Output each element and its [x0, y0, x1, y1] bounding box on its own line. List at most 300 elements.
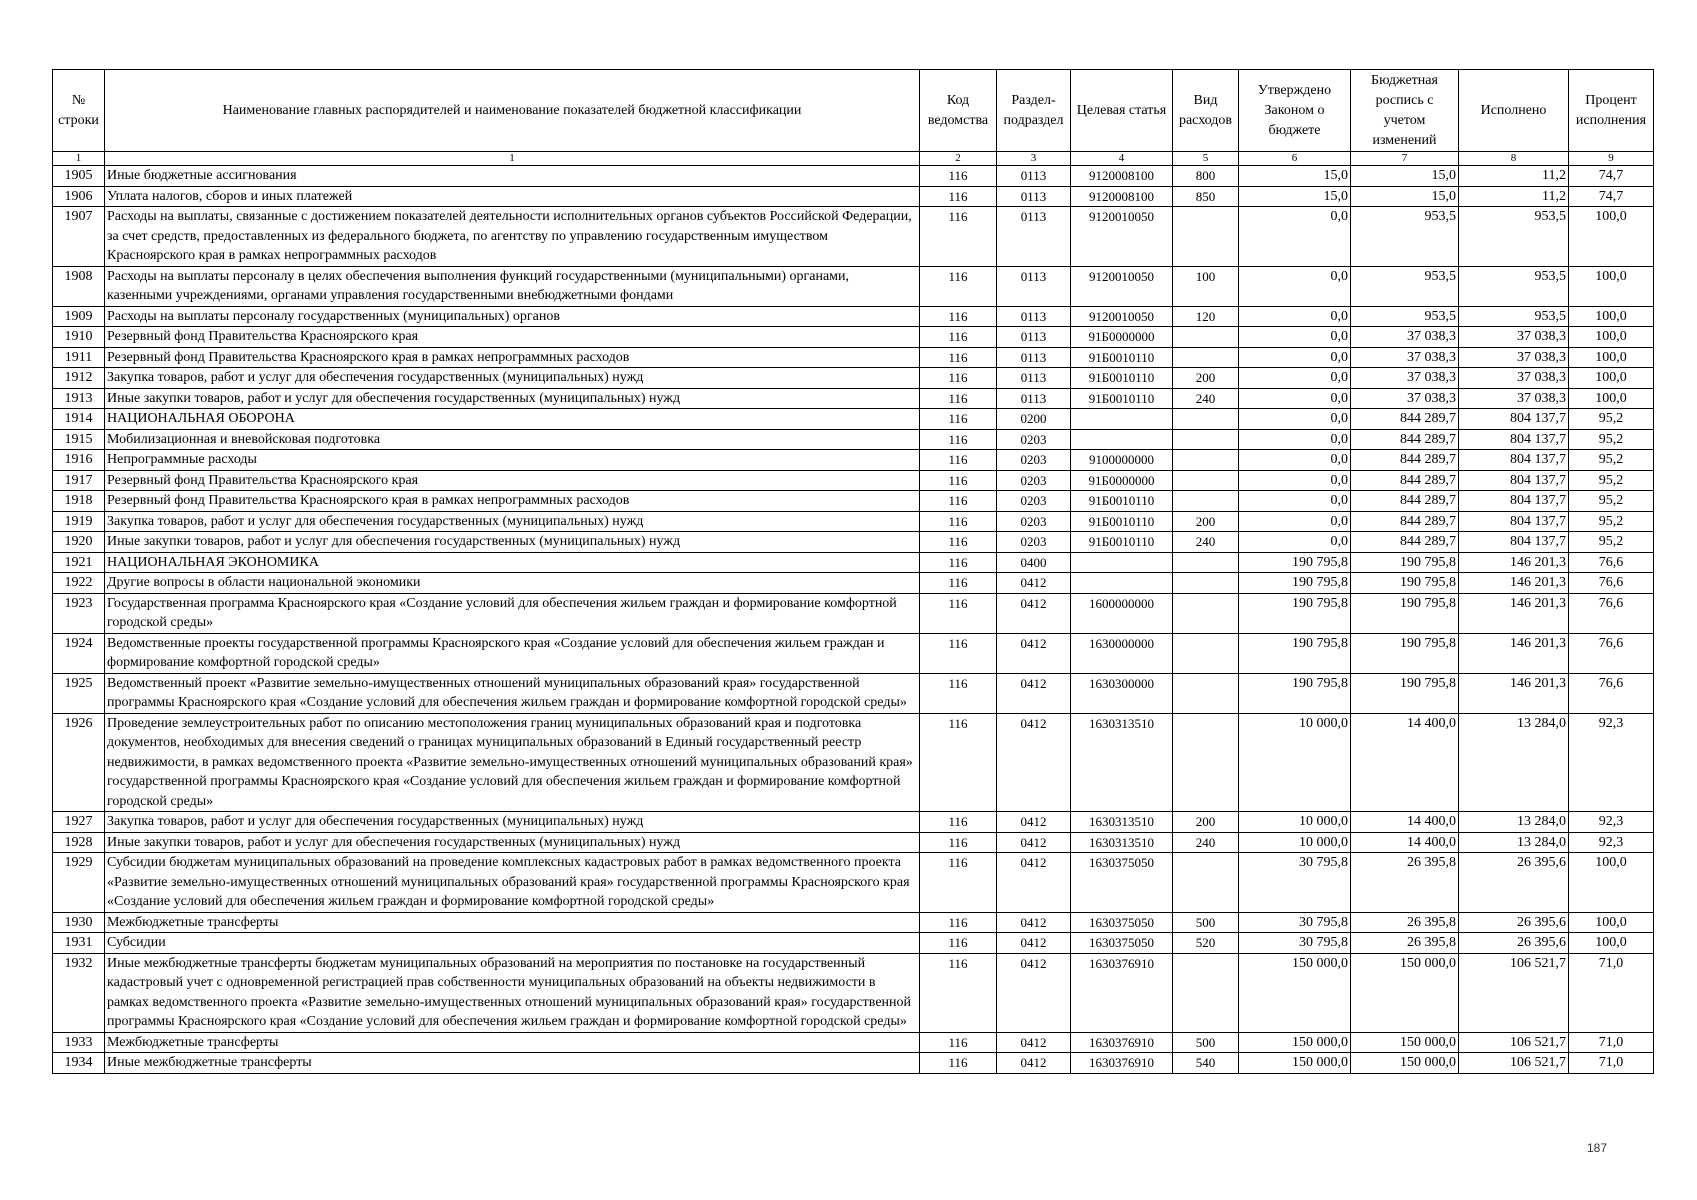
- row-name: Резервный фонд Правительства Красноярского края в рамках непрограммных расходов: [105, 347, 920, 368]
- execution-percent: 95,2: [1569, 450, 1654, 471]
- execution-percent: 71,0: [1569, 1053, 1654, 1074]
- executed-amount: 11,2: [1459, 166, 1569, 187]
- table-row: [53, 347, 1654, 368]
- department-code: 116: [920, 633, 997, 673]
- executed-amount: 13 284,0: [1459, 812, 1569, 833]
- table-row: [53, 853, 1654, 913]
- column-number: 2: [920, 152, 997, 166]
- section-subsection: 0412: [997, 1032, 1071, 1053]
- department-code: 116: [920, 532, 997, 553]
- row-number: 1905: [53, 166, 105, 187]
- schedule-amount: 953,5: [1351, 306, 1459, 327]
- expense-type: [1173, 491, 1239, 512]
- column-number: 7: [1351, 152, 1459, 166]
- header-execution-percent: Процент исполнения: [1569, 70, 1654, 152]
- section-subsection: 0113: [997, 207, 1071, 267]
- target-article: 91Б0010110: [1071, 368, 1173, 389]
- executed-amount: 953,5: [1459, 266, 1569, 306]
- execution-percent: 95,2: [1569, 532, 1654, 553]
- department-code: 116: [920, 912, 997, 933]
- department-code: 116: [920, 186, 997, 207]
- table-row: [53, 633, 1654, 673]
- executed-amount: 804 137,7: [1459, 429, 1569, 450]
- table-row: [53, 593, 1654, 633]
- row-name: Расходы на выплаты персоналу в целях обеспечения выполнения функций государственными (муниципальными) органами, казенными учреждениями, органами управления государственными внебюджетными фондами: [105, 266, 920, 306]
- approved-amount: 10 000,0: [1239, 713, 1351, 812]
- schedule-amount: 844 289,7: [1351, 429, 1459, 450]
- expense-type: [1173, 953, 1239, 1032]
- row-name: Закупка товаров, работ и услуг для обеспечения государственных (муниципальных) нужд: [105, 812, 920, 833]
- row-name: Закупка товаров, работ и услуг для обеспечения государственных (муниципальных) нужд: [105, 368, 920, 389]
- execution-percent: 100,0: [1569, 368, 1654, 389]
- section-subsection: 0412: [997, 953, 1071, 1032]
- section-subsection: 0203: [997, 532, 1071, 553]
- schedule-amount: 37 038,3: [1351, 388, 1459, 409]
- row-number: 1912: [53, 368, 105, 389]
- row-number: 1932: [53, 953, 105, 1032]
- row-number: 1928: [53, 832, 105, 853]
- executed-amount: 804 137,7: [1459, 470, 1569, 491]
- table-row: [53, 368, 1654, 389]
- table-row: [53, 713, 1654, 812]
- row-name: Мобилизационная и вневойсковая подготовка: [105, 429, 920, 450]
- row-number: 1926: [53, 713, 105, 812]
- schedule-amount: 953,5: [1351, 266, 1459, 306]
- executed-amount: 106 521,7: [1459, 953, 1569, 1032]
- expense-type: 240: [1173, 388, 1239, 409]
- execution-percent: 100,0: [1569, 933, 1654, 954]
- row-name: НАЦИОНАЛЬНАЯ ЭКОНОМИКА: [105, 552, 920, 573]
- department-code: 116: [920, 388, 997, 409]
- section-subsection: 0113: [997, 186, 1071, 207]
- row-number: 1911: [53, 347, 105, 368]
- executed-amount: 26 395,6: [1459, 933, 1569, 954]
- execution-percent: 100,0: [1569, 207, 1654, 267]
- department-code: 116: [920, 552, 997, 573]
- department-code: 116: [920, 368, 997, 389]
- target-article: 1630300000: [1071, 673, 1173, 713]
- expense-type: [1173, 633, 1239, 673]
- schedule-amount: 150 000,0: [1351, 953, 1459, 1032]
- department-code: 116: [920, 306, 997, 327]
- row-number: 1921: [53, 552, 105, 573]
- executed-amount: 146 201,3: [1459, 573, 1569, 594]
- section-subsection: 0113: [997, 388, 1071, 409]
- expense-type: 120: [1173, 306, 1239, 327]
- department-code: 116: [920, 166, 997, 187]
- target-article: 9100000000: [1071, 450, 1173, 471]
- schedule-amount: 190 795,8: [1351, 552, 1459, 573]
- execution-percent: 95,2: [1569, 429, 1654, 450]
- expense-type: 200: [1173, 511, 1239, 532]
- header-section-subsection: Раздел-подраздел: [997, 70, 1071, 152]
- expense-type: 100: [1173, 266, 1239, 306]
- column-number: 6: [1239, 152, 1351, 166]
- row-number: 1931: [53, 933, 105, 954]
- row-number: 1929: [53, 853, 105, 913]
- row-number: 1914: [53, 409, 105, 430]
- expense-type: 240: [1173, 832, 1239, 853]
- header-approved-by-law: Утверждено Законом о бюджете: [1239, 70, 1351, 152]
- row-number: 1925: [53, 673, 105, 713]
- row-name: Расходы на выплаты, связанные с достижением показателей деятельности исполнительных органов субъектов Российской Федерации, за счет средств, предоставленных из федерального бюджета, по агентству по управлению государственным имуществом Красноярского края в рамках непрограммных расходов: [105, 207, 920, 267]
- row-name: Иные межбюджетные трансферты: [105, 1053, 920, 1074]
- section-subsection: 0412: [997, 853, 1071, 913]
- executed-amount: 804 137,7: [1459, 491, 1569, 512]
- department-code: 116: [920, 207, 997, 267]
- expense-type: 540: [1173, 1053, 1239, 1074]
- executed-amount: 804 137,7: [1459, 511, 1569, 532]
- table-row: [53, 573, 1654, 594]
- approved-amount: 0,0: [1239, 388, 1351, 409]
- executed-amount: 804 137,7: [1459, 409, 1569, 430]
- approved-amount: 190 795,8: [1239, 633, 1351, 673]
- section-subsection: 0113: [997, 166, 1071, 187]
- expense-type: [1173, 853, 1239, 913]
- approved-amount: 190 795,8: [1239, 673, 1351, 713]
- row-name: Субсидии бюджетам муниципальных образований на проведение комплексных кадастровых работ в рамках ведомственного проекта «Развитие земельно-имущественных отношений муниципальных образований края» государственной программы Красноярского края «Создание условий для обеспечения жильем граждан и формирование комфортной городской среды»: [105, 853, 920, 913]
- schedule-amount: 14 400,0: [1351, 713, 1459, 812]
- section-subsection: 0113: [997, 347, 1071, 368]
- execution-percent: 100,0: [1569, 853, 1654, 913]
- executed-amount: 37 038,3: [1459, 347, 1569, 368]
- table-row: [53, 409, 1654, 430]
- approved-amount: 10 000,0: [1239, 832, 1351, 853]
- schedule-amount: 844 289,7: [1351, 470, 1459, 491]
- table-row: [53, 207, 1654, 267]
- header-row-number: № строки: [53, 70, 105, 152]
- table-row: [53, 1032, 1654, 1053]
- execution-percent: 100,0: [1569, 347, 1654, 368]
- executed-amount: 953,5: [1459, 306, 1569, 327]
- row-name: Иные закупки товаров, работ и услуг для обеспечения государственных (муниципальных) нужд: [105, 532, 920, 553]
- approved-amount: 150 000,0: [1239, 1053, 1351, 1074]
- department-code: 116: [920, 953, 997, 1032]
- row-number: 1913: [53, 388, 105, 409]
- execution-percent: 100,0: [1569, 266, 1654, 306]
- expense-type: [1173, 207, 1239, 267]
- execution-percent: 100,0: [1569, 327, 1654, 348]
- row-name: Ведомственный проект «Развитие земельно-имущественных отношений муниципальных образований края» государственной программы Красноярского края «Создание условий для обеспечения жильем граждан и формирование комфортной городской среды»: [105, 673, 920, 713]
- row-number: 1934: [53, 1053, 105, 1074]
- row-number: 1930: [53, 912, 105, 933]
- expense-type: 520: [1173, 933, 1239, 954]
- execution-percent: 95,2: [1569, 470, 1654, 491]
- department-code: 116: [920, 573, 997, 594]
- schedule-amount: 15,0: [1351, 166, 1459, 187]
- expense-type: [1173, 409, 1239, 430]
- table-row: [53, 306, 1654, 327]
- expense-type: 200: [1173, 368, 1239, 389]
- expense-type: 850: [1173, 186, 1239, 207]
- section-subsection: 0412: [997, 912, 1071, 933]
- expense-type: [1173, 573, 1239, 594]
- section-subsection: 0203: [997, 429, 1071, 450]
- department-code: 116: [920, 1053, 997, 1074]
- target-article: 1630376910: [1071, 953, 1173, 1032]
- row-name: Резервный фонд Правительства Красноярского края: [105, 327, 920, 348]
- section-subsection: 0113: [997, 368, 1071, 389]
- table-row: [53, 166, 1654, 187]
- department-code: 116: [920, 673, 997, 713]
- schedule-amount: 844 289,7: [1351, 409, 1459, 430]
- schedule-amount: 37 038,3: [1351, 327, 1459, 348]
- approved-amount: 0,0: [1239, 429, 1351, 450]
- schedule-amount: 14 400,0: [1351, 832, 1459, 853]
- row-name: Уплата налогов, сборов и иных платежей: [105, 186, 920, 207]
- section-subsection: 0412: [997, 812, 1071, 833]
- row-number: 1917: [53, 470, 105, 491]
- section-subsection: 0203: [997, 511, 1071, 532]
- target-article: 91Б0000000: [1071, 470, 1173, 491]
- column-number: 5: [1173, 152, 1239, 166]
- column-number: 4: [1071, 152, 1173, 166]
- schedule-amount: 26 395,8: [1351, 933, 1459, 954]
- expense-type: 240: [1173, 532, 1239, 553]
- table-row: [53, 912, 1654, 933]
- section-subsection: 0412: [997, 1053, 1071, 1074]
- target-article: 1600000000: [1071, 593, 1173, 633]
- execution-percent: 76,6: [1569, 573, 1654, 594]
- header-executed: Исполнено: [1459, 70, 1569, 152]
- execution-percent: 76,6: [1569, 593, 1654, 633]
- approved-amount: 190 795,8: [1239, 552, 1351, 573]
- approved-amount: 0,0: [1239, 306, 1351, 327]
- row-number: 1916: [53, 450, 105, 471]
- execution-percent: 76,6: [1569, 633, 1654, 673]
- department-code: 116: [920, 853, 997, 913]
- section-subsection: 0412: [997, 713, 1071, 812]
- table-row: [53, 933, 1654, 954]
- table-row: [53, 429, 1654, 450]
- approved-amount: 0,0: [1239, 491, 1351, 512]
- schedule-amount: 37 038,3: [1351, 347, 1459, 368]
- table-row: [53, 953, 1654, 1032]
- executed-amount: 11,2: [1459, 186, 1569, 207]
- target-article: 9120010050: [1071, 266, 1173, 306]
- header-budget-schedule: Бюджетная роспись с учетом изменений: [1351, 70, 1459, 152]
- approved-amount: 15,0: [1239, 186, 1351, 207]
- department-code: 116: [920, 933, 997, 954]
- target-article: 1630376910: [1071, 1032, 1173, 1053]
- expense-type: [1173, 327, 1239, 348]
- executed-amount: 26 395,6: [1459, 912, 1569, 933]
- row-name: Иные межбюджетные трансферты бюджетам муниципальных образований на мероприятия по постановке на государственный кадастровый учет с одновременной регистрацией прав собственности муниципальных образований на объекты недвижимости в рамках ведомственного проекта «Развитие земельно-имущественных отношений муниципальных образований края» государственной программы Красноярского края «Создание условий для обеспечения жильем граждан и формирование комфортной городской среды»: [105, 953, 920, 1032]
- target-article: 91Б0010110: [1071, 347, 1173, 368]
- department-code: 116: [920, 327, 997, 348]
- schedule-amount: 844 289,7: [1351, 491, 1459, 512]
- target-article: 1630376910: [1071, 1053, 1173, 1074]
- execution-percent: 100,0: [1569, 306, 1654, 327]
- approved-amount: 190 795,8: [1239, 593, 1351, 633]
- executed-amount: 953,5: [1459, 207, 1569, 267]
- schedule-amount: 26 395,8: [1351, 912, 1459, 933]
- section-subsection: 0412: [997, 593, 1071, 633]
- table-row: [53, 186, 1654, 207]
- column-number: 9: [1569, 152, 1654, 166]
- expense-type: [1173, 347, 1239, 368]
- approved-amount: 0,0: [1239, 207, 1351, 267]
- approved-amount: 190 795,8: [1239, 573, 1351, 594]
- executed-amount: 146 201,3: [1459, 552, 1569, 573]
- expense-type: [1173, 552, 1239, 573]
- row-name: Иные закупки товаров, работ и услуг для обеспечения государственных (муниципальных) нужд: [105, 832, 920, 853]
- execution-percent: 100,0: [1569, 388, 1654, 409]
- table-row: [53, 1053, 1654, 1074]
- executed-amount: 146 201,3: [1459, 593, 1569, 633]
- execution-percent: 95,2: [1569, 409, 1654, 430]
- section-subsection: 0113: [997, 327, 1071, 348]
- target-article: 1630375050: [1071, 933, 1173, 954]
- target-article: 1630313510: [1071, 812, 1173, 833]
- approved-amount: 0,0: [1239, 409, 1351, 430]
- header-expense-type: Вид расходов: [1173, 70, 1239, 152]
- schedule-amount: 14 400,0: [1351, 812, 1459, 833]
- table-row: [53, 327, 1654, 348]
- executed-amount: 106 521,7: [1459, 1053, 1569, 1074]
- target-article: [1071, 552, 1173, 573]
- department-code: 116: [920, 266, 997, 306]
- target-article: 1630000000: [1071, 633, 1173, 673]
- row-number: 1908: [53, 266, 105, 306]
- execution-percent: 71,0: [1569, 953, 1654, 1032]
- executed-amount: 146 201,3: [1459, 673, 1569, 713]
- row-number: 1915: [53, 429, 105, 450]
- row-name: Резервный фонд Правительства Красноярского края в рамках непрограммных расходов: [105, 491, 920, 512]
- department-code: 116: [920, 713, 997, 812]
- table-row: [53, 532, 1654, 553]
- target-article: 91Б0000000: [1071, 327, 1173, 348]
- target-article: 91Б0010110: [1071, 491, 1173, 512]
- expense-type: [1173, 713, 1239, 812]
- approved-amount: 30 795,8: [1239, 912, 1351, 933]
- section-subsection: 0200: [997, 409, 1071, 430]
- department-code: 116: [920, 1032, 997, 1053]
- table-row: [53, 552, 1654, 573]
- row-number: 1927: [53, 812, 105, 833]
- row-number: 1919: [53, 511, 105, 532]
- approved-amount: 0,0: [1239, 470, 1351, 491]
- row-number: 1924: [53, 633, 105, 673]
- table-row: [53, 470, 1654, 491]
- schedule-amount: 190 795,8: [1351, 593, 1459, 633]
- row-name: Межбюджетные трансферты: [105, 912, 920, 933]
- expense-type: [1173, 593, 1239, 633]
- execution-percent: 95,2: [1569, 511, 1654, 532]
- approved-amount: 0,0: [1239, 511, 1351, 532]
- execution-percent: 76,6: [1569, 673, 1654, 713]
- expense-type: 500: [1173, 912, 1239, 933]
- section-subsection: 0412: [997, 832, 1071, 853]
- table-row: [53, 832, 1654, 853]
- table-row: [53, 812, 1654, 833]
- row-number: 1907: [53, 207, 105, 267]
- expense-type: [1173, 673, 1239, 713]
- page-number: 187: [1586, 1141, 1607, 1155]
- target-article: 9120010050: [1071, 207, 1173, 267]
- expense-type: 200: [1173, 812, 1239, 833]
- row-name: НАЦИОНАЛЬНАЯ ОБОРОНА: [105, 409, 920, 430]
- row-number: 1906: [53, 186, 105, 207]
- target-article: 91Б0010110: [1071, 532, 1173, 553]
- section-subsection: 0203: [997, 450, 1071, 471]
- executed-amount: 13 284,0: [1459, 832, 1569, 853]
- executed-amount: 13 284,0: [1459, 713, 1569, 812]
- row-name: Закупка товаров, работ и услуг для обеспечения государственных (муниципальных) нужд: [105, 511, 920, 532]
- column-number-row: [53, 152, 1654, 166]
- schedule-amount: 190 795,8: [1351, 573, 1459, 594]
- budget-execution-table: [52, 69, 1654, 1074]
- section-subsection: 0113: [997, 266, 1071, 306]
- section-subsection: 0412: [997, 933, 1071, 954]
- header-target-article: Целевая статья: [1071, 70, 1173, 152]
- schedule-amount: 190 795,8: [1351, 633, 1459, 673]
- section-subsection: 0203: [997, 491, 1071, 512]
- schedule-amount: 15,0: [1351, 186, 1459, 207]
- department-code: 116: [920, 409, 997, 430]
- section-subsection: 0400: [997, 552, 1071, 573]
- expense-type: 500: [1173, 1032, 1239, 1053]
- department-code: 116: [920, 450, 997, 471]
- department-code: 116: [920, 812, 997, 833]
- expense-type: 800: [1173, 166, 1239, 187]
- target-article: 1630313510: [1071, 713, 1173, 812]
- row-name: Резервный фонд Правительства Красноярского края: [105, 470, 920, 491]
- row-number: 1909: [53, 306, 105, 327]
- execution-percent: 71,0: [1569, 1032, 1654, 1053]
- approved-amount: 0,0: [1239, 450, 1351, 471]
- approved-amount: 10 000,0: [1239, 812, 1351, 833]
- row-name: Иные бюджетные ассигнования: [105, 166, 920, 187]
- approved-amount: 0,0: [1239, 347, 1351, 368]
- row-name: Иные закупки товаров, работ и услуг для обеспечения государственных (муниципальных) нужд: [105, 388, 920, 409]
- table-row: [53, 511, 1654, 532]
- target-article: 1630313510: [1071, 832, 1173, 853]
- executed-amount: 804 137,7: [1459, 450, 1569, 471]
- target-article: 91Б0010110: [1071, 388, 1173, 409]
- executed-amount: 37 038,3: [1459, 388, 1569, 409]
- approved-amount: 0,0: [1239, 266, 1351, 306]
- executed-amount: 37 038,3: [1459, 368, 1569, 389]
- approved-amount: 150 000,0: [1239, 1032, 1351, 1053]
- target-article: 1630375050: [1071, 853, 1173, 913]
- approved-amount: 0,0: [1239, 368, 1351, 389]
- expense-type: [1173, 450, 1239, 471]
- executed-amount: 146 201,3: [1459, 633, 1569, 673]
- row-name: Государственная программа Красноярского края «Создание условий для обеспечения жильем граждан и формирование комфортной городской среды»: [105, 593, 920, 633]
- row-name: Другие вопросы в области национальной экономики: [105, 573, 920, 594]
- department-code: 116: [920, 470, 997, 491]
- target-article: [1071, 409, 1173, 430]
- section-subsection: 0412: [997, 673, 1071, 713]
- schedule-amount: 844 289,7: [1351, 511, 1459, 532]
- expense-type: [1173, 429, 1239, 450]
- approved-amount: 15,0: [1239, 166, 1351, 187]
- table-row: [53, 450, 1654, 471]
- schedule-amount: 844 289,7: [1351, 532, 1459, 553]
- execution-percent: 76,6: [1569, 552, 1654, 573]
- approved-amount: 0,0: [1239, 532, 1351, 553]
- schedule-amount: 26 395,8: [1351, 853, 1459, 913]
- section-subsection: 0412: [997, 573, 1071, 594]
- execution-percent: 92,3: [1569, 713, 1654, 812]
- row-number: 1910: [53, 327, 105, 348]
- department-code: 116: [920, 511, 997, 532]
- execution-percent: 74,7: [1569, 166, 1654, 187]
- expense-type: [1173, 470, 1239, 491]
- schedule-amount: 150 000,0: [1351, 1053, 1459, 1074]
- schedule-amount: 190 795,8: [1351, 673, 1459, 713]
